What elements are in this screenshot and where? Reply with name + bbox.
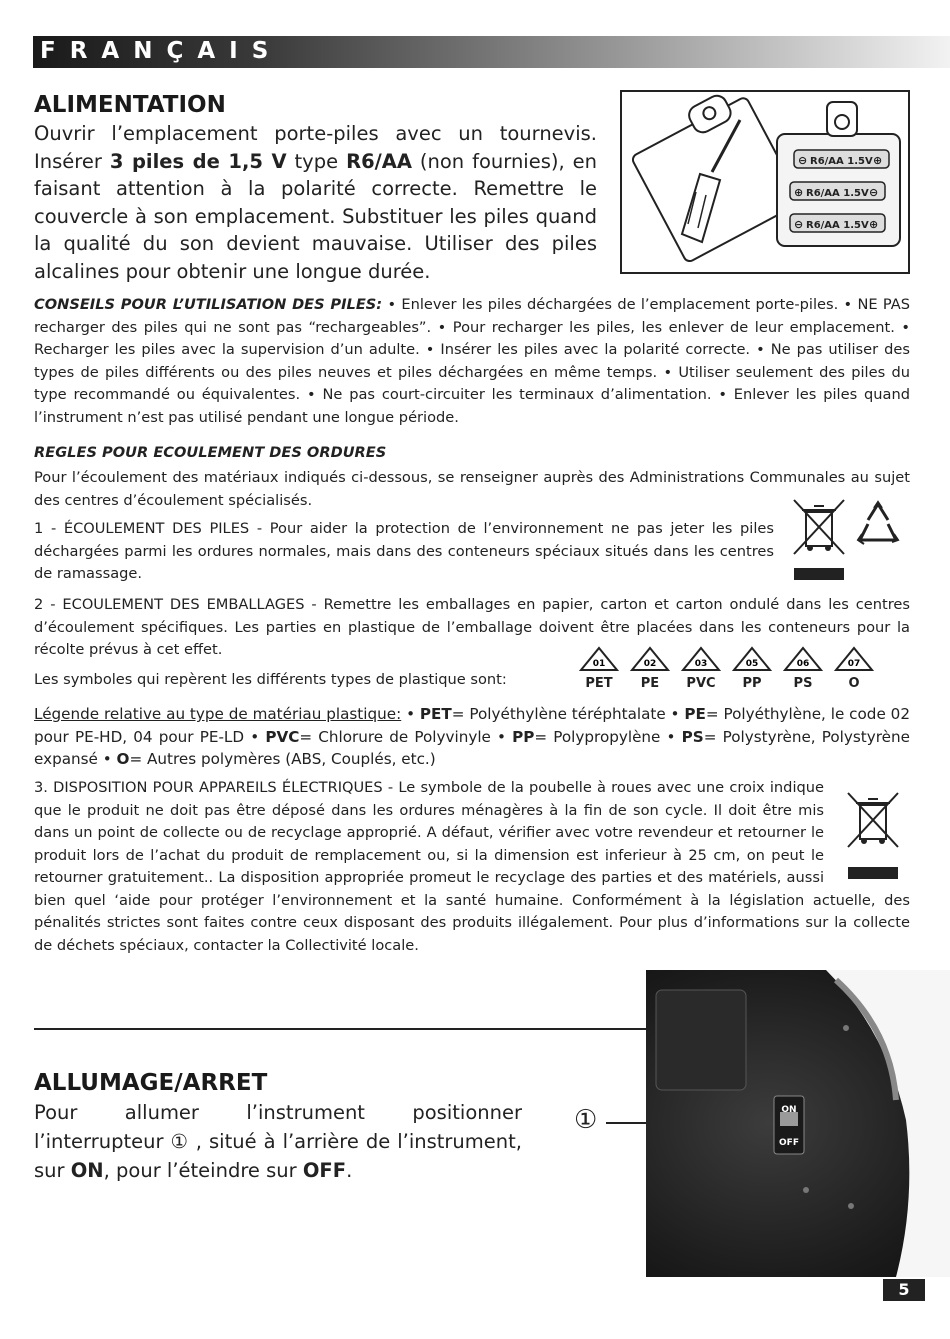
allumage-title: ALLUMAGE/ARRET bbox=[34, 1070, 268, 1096]
instrument-back-photo bbox=[646, 970, 950, 1277]
item3-bin-spacer bbox=[834, 777, 910, 889]
page-number: 5 bbox=[883, 1279, 925, 1301]
svg-text:OFF: OFF bbox=[779, 1138, 799, 1148]
svg-text:⊖: ⊖ bbox=[798, 154, 808, 167]
plastic-symbol-pp: 05 PP bbox=[730, 646, 774, 691]
switch-callout-marker: ① bbox=[574, 1105, 598, 1135]
section-divider bbox=[34, 1028, 649, 1030]
regles-item-3: 3. DISPOSITION POUR APPAREILS ÉLECTRIQUES - Le symbole de la poubelle à roues avec une croix indique que le produit ne doit pas être déposé dans les ordures ménagères à la fin de son cycle. Il doit être mis dans un point de collecte ou de recyclage approprié. A défaut, vérifier avec votre revendeur et retourner le produit lors de l’achat du produit de remplacement ou, si la dimension est inferieur à 25 cm, on peut le retourner gratuitement.. La disposition appropriée promeut le recyclage des parties et des matériels, aussi bien quel ‘aide pour protéger l’environnement et la santé humaine. Conformément à la législation actuelle, des pénalités strictes sont faites contre ceux disposant des produits illégalement. Pour plus d’informations sur la collecte de déchets spéciaux, contacter la Collectivité locale. bbox=[34, 779, 910, 954]
svg-text:ON: ON bbox=[781, 1105, 797, 1115]
svg-text:02: 02 bbox=[643, 659, 657, 669]
battery-compartment-drawing bbox=[622, 92, 907, 271]
regles-intro: Pour l’écoulement des matériaux indiqués ci-dessous, se renseigner auprès des Administrations Communales au sujet des centres d’écoulement spécialisés. bbox=[34, 469, 910, 509]
recycle-icon bbox=[852, 500, 904, 550]
svg-text:07: 07 bbox=[847, 659, 861, 669]
instrument-photo-drawing bbox=[646, 970, 950, 1277]
regles-item-1: 1 - ÉCOULEMENT DES PILES - Pour aider la protection de l’environnement ne pas jeter les piles déchargées parmi les ordures normales, mais dans des conteneurs spéciaux situés dans les centres de ramassage. bbox=[34, 520, 774, 582]
conseils-paragraph: CONSEILS POUR L’UTILISATION DES PILES: • Enlever les piles déchargées de l’emplacement porte-piles. • NE PAS recharger des piles qui ne sont pas “rechargeables”. • Pour recharger les piles, les enlever de leur emplacement. • Recharger les piles avec la supervision d’un adulte. • Insérer les piles avec la polarité correcte. • Ne pas utiliser des types de piles différents ou des piles neuves et piles déchargées en même temps. • Utiliser seulement des piles du type recommandé ou équivalentes. • Ne pas court-circuiter les terminaux d’alimentation. • Enlever les piles quand l’instrument n’est pas utilisé pendant une longue période. bbox=[34, 296, 910, 426]
svg-text:05: 05 bbox=[745, 659, 759, 669]
plastic-symbol-pe: 02 PE bbox=[628, 646, 672, 691]
svg-text:R6/AA 1.5V: R6/AA 1.5V bbox=[806, 220, 869, 231]
plastic-legend: Légende relative au type de matériau plastique: • PET= Polyéthylène téréphtalate • PE= Polyéthylène, le code 02 pour PE-HD, 04 pour PE-LD • PVC= Chlorure de Polyvinyle • PP= Polypropylène • PS= Polystyrène, Polystyrène expansé • O= Autres polymères (ABS, Couplés, etc.) bbox=[34, 705, 910, 768]
svg-text:03: 03 bbox=[694, 659, 708, 669]
svg-text:⊕: ⊕ bbox=[869, 218, 879, 231]
svg-text:06: 06 bbox=[796, 659, 810, 669]
alimentation-text: Ouvrir l’emplacement porte-piles avec un tournevis. Insérer 3 piles de 1,5 V type R6/AA (non fournies), en faisant attention à la polarité correcte. Remettre le couvercle à son emplacement. Substituer les piles quand la qualité du son devient mauvaise. Utiliser des piles alcalines pour obtenir une longue durée. bbox=[34, 122, 598, 283]
plastic-symbol-o: 07 O bbox=[832, 646, 876, 691]
regles-item-2: 2 - ECOULEMENT DES EMBALLAGES - Remettre les emballages en papier, carton et carton ondulé dans les centres d’écoulement spécifiques. Les parties en plastique de l’emballage doivent être placées dans les conteneurs pour la récolte prévus à cet effet. bbox=[34, 596, 910, 658]
plastic-symbols-intro: Les symboles qui repèrent les différents types de plastique sont: bbox=[34, 671, 507, 688]
svg-text:⊖: ⊖ bbox=[794, 218, 804, 231]
svg-text:⊕: ⊕ bbox=[873, 154, 883, 167]
plastic-symbol-ps: 06 PS bbox=[781, 646, 825, 691]
plastic-symbol-pet: 01 PET bbox=[577, 646, 621, 691]
plastic-symbol-pvc: 03 PVC bbox=[679, 646, 723, 691]
battery-cell-3 bbox=[790, 214, 885, 232]
allumage-text: Pour allumer l’instrument positionner l’interrupteur ① , situé à l’arrière de l’instrument, sur ON, pour l’éteindre sur OFF. bbox=[34, 1101, 522, 1182]
regles-title: REGLES POUR ECOULEMENT DES ORDURES bbox=[34, 444, 387, 461]
svg-text:R6/AA 1.5V: R6/AA 1.5V bbox=[806, 188, 869, 199]
svg-text:R6/AA 1.5V: R6/AA 1.5V bbox=[810, 156, 873, 167]
svg-text:01: 01 bbox=[592, 659, 606, 669]
battery-illustration bbox=[620, 90, 910, 274]
bin-underline-bar-2 bbox=[848, 867, 898, 879]
crossed-bin-icon bbox=[788, 496, 850, 558]
conseils-title: CONSEILS POUR L’UTILISATION DES PILES: bbox=[34, 296, 383, 313]
plastic-symbols bbox=[577, 646, 876, 691]
alimentation-title: ALIMENTATION bbox=[34, 92, 226, 118]
language-label: FRANÇAIS bbox=[40, 38, 283, 64]
crossed-bin-icon-2 bbox=[842, 789, 904, 851]
battery-cell-2 bbox=[790, 182, 885, 200]
svg-text:⊕: ⊕ bbox=[794, 186, 804, 199]
svg-text:⊖: ⊖ bbox=[869, 186, 879, 199]
bin-underline-bar bbox=[794, 568, 844, 580]
battery-cell-1 bbox=[794, 150, 889, 168]
